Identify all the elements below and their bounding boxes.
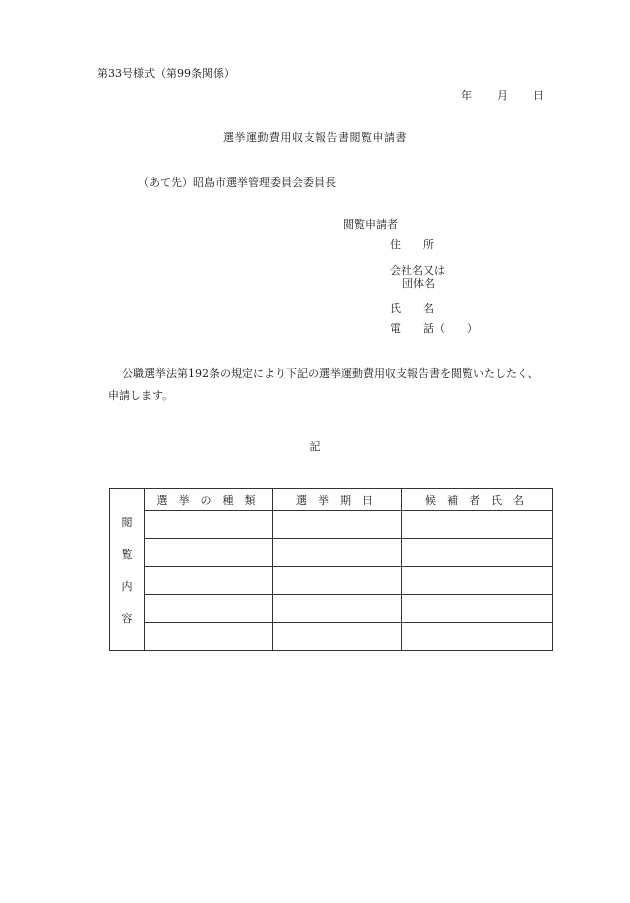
- column-header-election-type: 選挙の種類: [145, 489, 273, 511]
- table-cell: [145, 539, 273, 567]
- address-label: 住 所: [390, 238, 434, 251]
- table-cell: [402, 567, 553, 595]
- table-cell: [402, 539, 553, 567]
- column-header-candidate-name: 候補者氏名: [402, 489, 553, 511]
- table-cell: [402, 623, 553, 651]
- table-cell: [273, 567, 402, 595]
- company-label: 会社名又は: [390, 264, 445, 277]
- body-paragraph: [108, 363, 568, 407]
- side-char: 容: [121, 611, 133, 625]
- side-char: 閲: [121, 515, 133, 529]
- table-row: [110, 567, 553, 595]
- applicant-heading: 閲覧申請者: [343, 218, 398, 231]
- document-title: 選挙運動費用収支報告書閲覧申請書: [223, 131, 407, 144]
- table-cell: [402, 595, 553, 623]
- side-char: 内: [121, 579, 133, 593]
- phone-label: 電 話（ ）: [390, 322, 478, 335]
- table-cell: [273, 595, 402, 623]
- side-char: 覧: [121, 547, 133, 561]
- table-cell: [273, 539, 402, 567]
- table-row: [110, 539, 553, 567]
- side-label-cell: [110, 489, 145, 651]
- table-cell: [273, 511, 402, 539]
- body-line-2: 申請します。: [108, 389, 174, 402]
- inspection-table: [109, 488, 553, 651]
- table-header-row: [110, 489, 553, 511]
- form-number: 第33号様式（第99条関係）: [97, 67, 235, 80]
- addressee: （あて先）昭島市選挙管理委員会委員長: [138, 176, 336, 189]
- table-cell: [145, 567, 273, 595]
- date-year: 年: [461, 89, 472, 102]
- table-row: [110, 511, 553, 539]
- table-cell: [145, 511, 273, 539]
- body-line-1: 公職選挙法第192条の規定により下記の選挙運動費用収支報告書を閲覧いたしたく、: [122, 367, 539, 380]
- date-month: 月: [497, 89, 508, 102]
- table-cell: [402, 511, 553, 539]
- date-day: 日: [533, 89, 544, 102]
- column-header-election-date: 選挙期日: [273, 489, 402, 511]
- table-row: [110, 623, 553, 651]
- table-cell: [145, 623, 273, 651]
- table-row: [110, 595, 553, 623]
- ki-heading: 記: [309, 440, 321, 453]
- table-cell: [273, 623, 402, 651]
- group-label: 団体名: [402, 277, 435, 290]
- table-cell: [145, 595, 273, 623]
- name-label: 氏 名: [390, 302, 434, 315]
